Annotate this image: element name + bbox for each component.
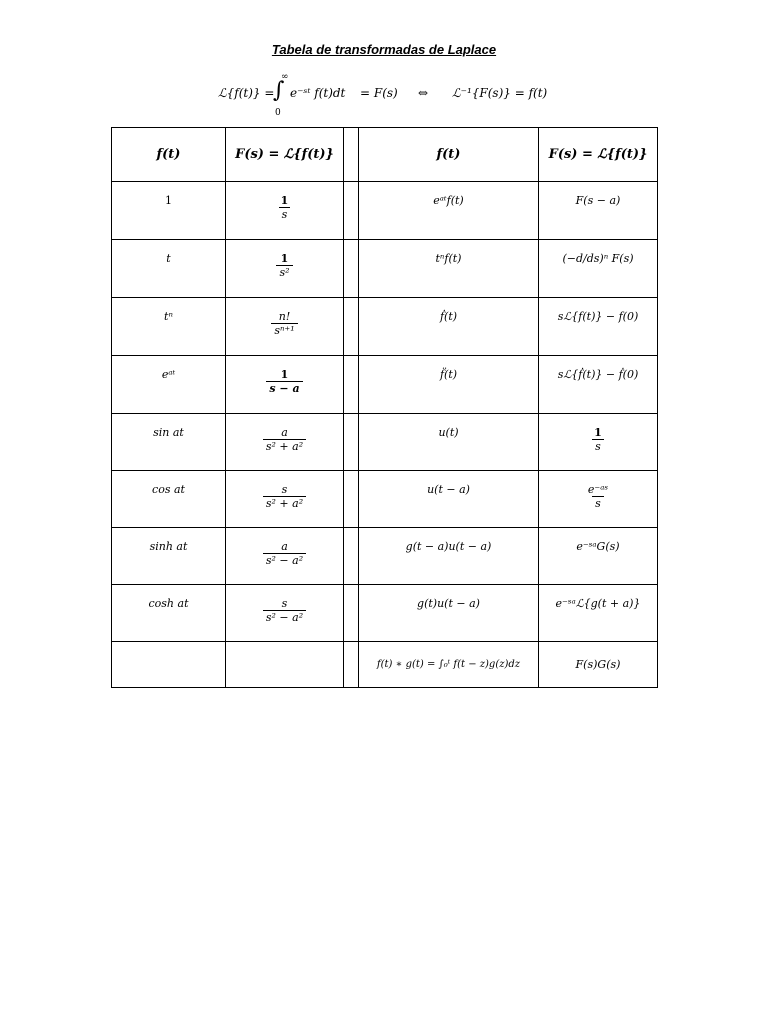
right-f-cell: g(t − a)u(t − a)	[359, 528, 539, 585]
column-gap	[344, 528, 359, 585]
right-f-cell: f̈(t)	[359, 356, 539, 414]
right-f-cell: g(t)u(t − a)	[359, 585, 539, 642]
table-row	[112, 356, 658, 414]
iff-arrow: ⇔	[418, 86, 429, 100]
left-F-cell	[226, 471, 344, 528]
fraction-den: s − a	[266, 381, 302, 395]
left-f-cell	[112, 642, 226, 688]
table-row	[112, 298, 658, 356]
left-f-cell: eᵃᵗ	[112, 356, 226, 414]
header-left-f: f(t)	[112, 128, 226, 182]
left-f-cell: tⁿ	[112, 298, 226, 356]
left-F-cell	[226, 528, 344, 585]
fraction-den: s² − a²	[263, 553, 306, 567]
right-F-cell	[539, 471, 658, 528]
fraction-den: s	[279, 207, 291, 221]
left-f-cell: t	[112, 240, 226, 298]
integral-sign: ∫	[273, 78, 285, 103]
fraction-num: 1	[280, 368, 289, 381]
right-f-cell: u(t)	[359, 414, 539, 471]
definition-lhs: ℒ{f(t)} =	[218, 86, 275, 100]
column-gap	[344, 414, 359, 471]
fraction-den: s² + a²	[263, 496, 306, 510]
fraction-den: s	[592, 439, 604, 453]
right-F-cell: sℒ{ḟ(t)} − ḟ(0)	[539, 356, 658, 414]
right-F-cell: sℒ{f(t)} − f(0)	[539, 298, 658, 356]
right-F-cell	[539, 414, 658, 471]
left-f-cell: cos at	[112, 471, 226, 528]
left-f-cell: cosh at	[112, 585, 226, 642]
right-f-cell: eᵃᵗf(t)	[359, 182, 539, 240]
column-gap	[344, 356, 359, 414]
column-gap	[344, 642, 359, 688]
fraction-num: 1	[280, 194, 289, 207]
left-F-cell	[226, 240, 344, 298]
right-f-cell: ḟ(t)	[359, 298, 539, 356]
right-F-cell: e⁻ˢᵃℒ{g(t + a)}	[539, 585, 658, 642]
left-f-cell: sin at	[112, 414, 226, 471]
header-right-f: f(t)	[359, 128, 539, 182]
column-gap	[344, 471, 359, 528]
left-F-cell	[226, 356, 344, 414]
table-row	[112, 642, 658, 688]
right-f-cell: tⁿf(t)	[359, 240, 539, 298]
right-f-cell: f(t) ∗ g(t) = ∫₀ᵗ f(t − z)g(z)dz	[359, 642, 539, 688]
left-F-cell	[226, 414, 344, 471]
column-gap	[344, 298, 359, 356]
fraction-num: n!	[278, 310, 291, 323]
fraction-num: 1	[280, 252, 289, 265]
left-F-cell	[226, 182, 344, 240]
fraction-num: 1	[594, 426, 602, 439]
definition-inverse: ℒ⁻¹{F(s)} = f(t)	[452, 86, 548, 100]
column-gap	[344, 182, 359, 240]
table-row	[112, 414, 658, 471]
fraction-num: a	[281, 540, 288, 553]
column-gap	[344, 240, 359, 298]
right-f-cell: u(t − a)	[359, 471, 539, 528]
fraction-num: s	[281, 483, 288, 496]
table-row	[112, 471, 658, 528]
fraction-den: s²	[276, 265, 292, 279]
table-row	[112, 182, 658, 240]
left-F-cell	[226, 642, 344, 688]
fraction-num: e⁻ᵃˢ	[587, 483, 609, 496]
fraction-num: s	[281, 597, 288, 610]
definition-integrand: e⁻ˢᵗ f(t)dt	[290, 86, 346, 100]
right-F-cell: (−d/ds)ⁿ F(s)	[539, 240, 658, 298]
fraction-den: s	[592, 496, 604, 510]
left-F-cell	[226, 298, 344, 356]
column-gap	[344, 128, 359, 182]
table-row	[112, 528, 658, 585]
fraction-den: s² + a²	[263, 439, 306, 453]
laplace-table	[111, 127, 658, 688]
document-title: Tabela de transformadas de Laplace	[271, 42, 497, 57]
header-left-F: F(s) = ℒ{f(t)}	[226, 128, 344, 182]
definition-rhs: = F(s)	[360, 86, 398, 100]
table-row	[112, 585, 658, 642]
fraction-den: sⁿ⁺¹	[271, 323, 297, 337]
laplace-definition	[0, 70, 768, 116]
integral-upper-limit: ∞	[281, 72, 289, 82]
left-F-cell	[226, 585, 344, 642]
right-F-cell: e⁻ˢᵃG(s)	[539, 528, 658, 585]
table-row	[112, 240, 658, 298]
fraction-num: a	[281, 426, 288, 439]
right-F-cell: F(s)G(s)	[539, 642, 658, 688]
integral-lower-limit: 0	[275, 108, 281, 118]
left-f-cell: 1	[112, 182, 226, 240]
header-row	[112, 128, 658, 182]
fraction-den: s² − a²	[263, 610, 306, 624]
header-right-F: F(s) = ℒ{f(t)}	[539, 128, 658, 182]
left-f-cell: sinh at	[112, 528, 226, 585]
right-F-cell: F(s − a)	[539, 182, 658, 240]
column-gap	[344, 585, 359, 642]
